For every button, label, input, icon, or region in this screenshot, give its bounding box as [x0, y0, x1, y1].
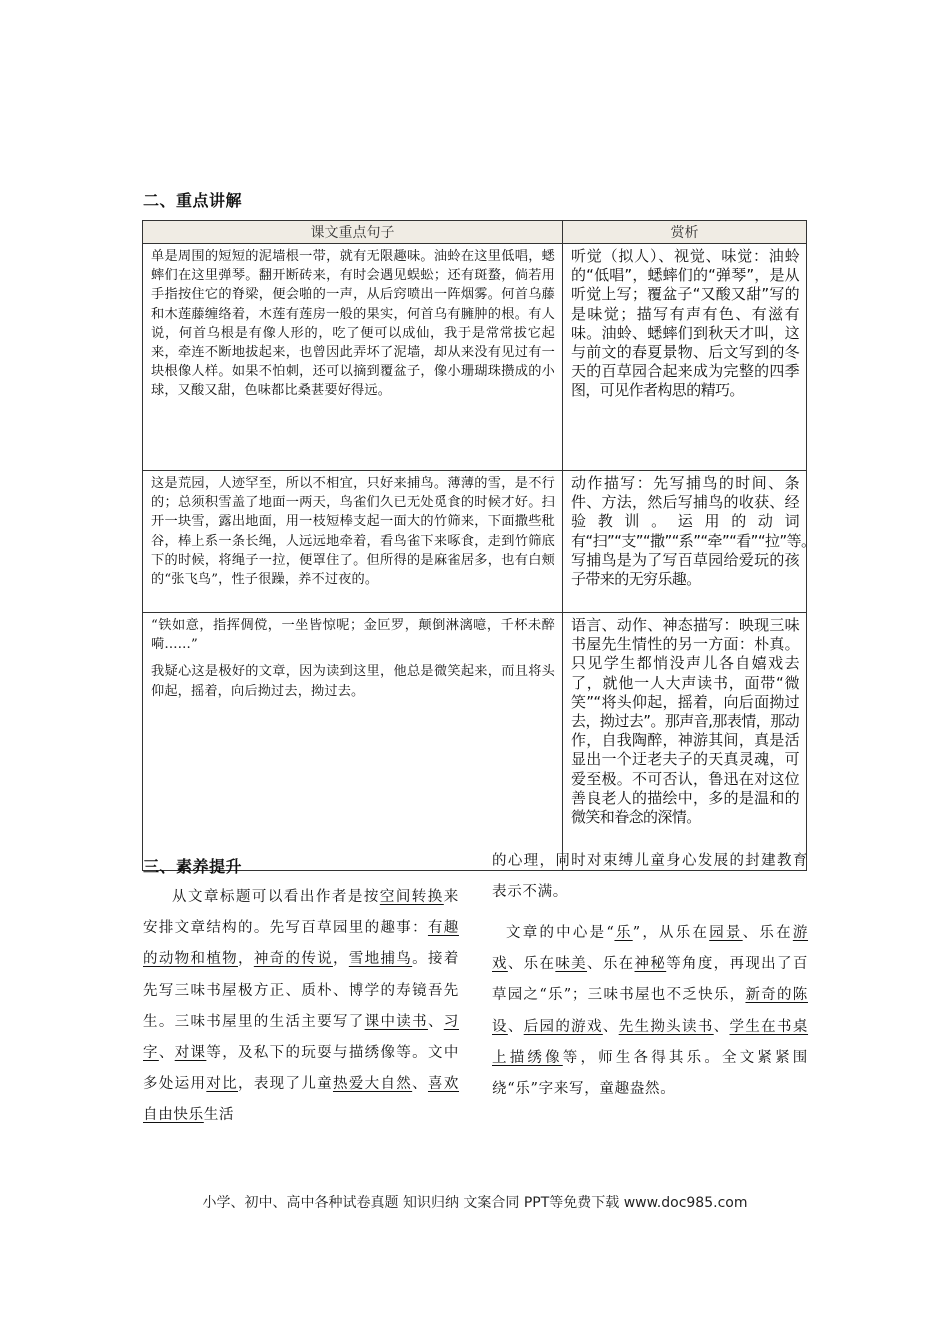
underlined-term: 学生在书桌上描绣像: [492, 1018, 809, 1066]
text: 、: [158, 1045, 175, 1062]
underlined-term: 新奇的陈设: [492, 987, 808, 1035]
underlined-term: 对比: [206, 1076, 238, 1093]
text: 从文章标题可以看出作者是按: [172, 889, 380, 905]
text: ，表现了儿童: [238, 1076, 333, 1093]
text: 、: [507, 1018, 524, 1035]
text: 。接着先写三味书屋极方正、质朴、博学的寿镜吾先生。三味书屋里的生活主要写了: [143, 951, 460, 1030]
key-sentences-table: [142, 220, 816, 871]
table-row: [143, 471, 807, 613]
underlined-term: 热爱大自然: [332, 1076, 413, 1093]
analysis-text: 语言、动作、神态描写：映现三味书屋先生情性的另一方面：朴真。只见学生都悄没声儿各自嬉戏去了，就他一人大声读书，面带“微笑”“将头仰起，摇着，向后面拗过去，拗过去”。那声音,那表情，那动作，自我陶醉，神游其间，真是活显出一个迂老夫子的天真灵魂，可爱至极。不可否认，鲁迅在对这位善良老人的描绘中，多的是温和的微笑和眷念的深情。: [571, 616, 799, 827]
underlined-term: 园景: [709, 925, 743, 941]
text: 文章的中心是“: [506, 925, 615, 941]
underlined-term: 雪地捕鸟: [348, 951, 413, 968]
text: 、: [412, 1076, 428, 1093]
key-sentence: “铁如意，指挥倜傥，一坐皆惊呢；金叵罗，颠倒淋漓噫，千杯未醉嗬……”: [151, 618, 555, 653]
left-column-paragraph: [143, 882, 459, 1132]
underlined-term: 游戏: [492, 925, 809, 973]
underlined-term: 课中读书: [364, 1013, 428, 1030]
underlined-term: 对课: [174, 1045, 207, 1062]
underlined-term: 空间转换: [379, 889, 444, 905]
underlined-term: 喜欢自由快乐: [143, 1076, 460, 1124]
text: 、乐在: [742, 925, 793, 941]
right-column-paragraph-continued: 的心理，同时对束缚儿童身心发展的封建教育表示不满。: [492, 853, 808, 901]
underlined-term: 神秘: [634, 956, 667, 973]
underlined-term: 神奇的传说: [253, 951, 333, 968]
text: 、乐在: [507, 956, 556, 973]
text: 等，及私下的玩耍与描绣像等。文中多处运用: [143, 1045, 460, 1093]
right-column-paragraph: [492, 918, 808, 1105]
underlined-term: 后园的游戏: [523, 1018, 603, 1035]
table-header-row: [143, 221, 807, 244]
header-sentences: 课文重点句子: [143, 221, 563, 244]
key-sentence: 单是周围的短短的泥墙根一带，就有无限趣味。油蛉在这里低唱，蟋蟀们在这里弹琴。翻开断砖来，有时会遇见蜈蚣；还有斑蝥，倘若用手指按住它的脊梁，便会啪的一声，从后窍喷出一阵烟雾。何首乌藤和木莲藤缠络着，木莲有莲房一般的果实，何首乌有臃肿的根。有人说，何首乌根是有像人形的，吃了便可以成仙，我于是常常拔它起来，牵连不断地拔起来，也曾因此弄坏了泥墙，却从来没有见过有一块根像人样。如果不怕刺，还可以摘到覆盆子，像小珊瑚珠攒成的小球，又酸又甜，色味都比桑葚要好得远。: [151, 249, 555, 399]
text: 等角度，再现出了百草园之“乐”；三味书屋也不乏快乐，: [492, 956, 809, 1004]
section-heading-improvement: 三、素养提升: [143, 857, 243, 876]
text: 、: [427, 1013, 444, 1030]
section-heading-key-points: 二、重点讲解: [143, 191, 243, 210]
table-row: [143, 613, 807, 871]
text: ”，从乐在: [632, 925, 710, 941]
text: ，: [332, 951, 349, 968]
text: 、: [713, 1018, 730, 1035]
underlined-term: 习字: [143, 1013, 459, 1062]
underlined-term: 有趣的动物和植物: [143, 920, 459, 968]
underlined-term: 乐: [614, 925, 633, 941]
text: 生活: [203, 1107, 235, 1124]
key-sentence: 这是荒园，人迹罕至，所以不相宜，只好来捕鸟。薄薄的雪，是不行的；总须积雪盖了地面一两天，鸟雀们久已无处觅食的时候才好。扫开一块雪，露出地面，用一枝短棒支起一面大的竹筛来，下面撒些秕谷，棒上系一条长绳，人远远地牵着，看鸟雀下来啄食，走到竹筛底下的时候，将绳子一拉，便罩住了。但所得的是麻雀居多，也有白颊的“张飞鸟”，性子很躁，养不过夜的。: [151, 476, 555, 588]
key-sentence: 我疑心这是极好的文章，因为读到这里，他总是微笑起来，而且将头仰起，摇着，向后拗过去，拗过去。: [151, 664, 555, 699]
header-analysis: 赏析: [563, 221, 807, 244]
text: 来安排文章结构的。先写百草园里的趣事：: [143, 889, 459, 937]
underlined-term: 先生拗头读书: [618, 1018, 714, 1035]
text: 、: [602, 1018, 619, 1035]
text: ，: [237, 951, 254, 968]
footer-download-notice: 小学、初中、高中各种试卷真题 知识归纳 文案合同 PPT等免费下载 www.doc985.com: [202, 1195, 748, 1211]
text: 等，师生各得其乐。全文紧紧围绕“乐”字来写，童趣盎然。: [492, 1049, 808, 1098]
underlined-term: 味美: [555, 956, 588, 973]
table-row: [143, 244, 807, 471]
analysis-text: 听觉（拟人）、视觉、味觉：油蛉的“低唱”，蟋蟀们的“弹琴”，是从听觉上写；覆盆子“又酸又甜”写的是味觉；描写有声有色、有滋有味。油蛉、蟋蟀们到秋天才叫，这与前文的春夏景物、后文写到的冬天的百草园合起来成为完整的四季图，可见作者构思的精巧。: [571, 247, 799, 400]
analysis-text: 动作描写：先写捕鸟的时间、条件、方法，然后写捕鸟的收获、经验教训。运用的动词有“扫”“支”“撒”“系”“牵”“看”“拉”等。写捕鸟是为了写百草园给爱玩的孩子带来的无穷乐趣。: [571, 474, 816, 589]
text: 、乐在: [587, 956, 635, 973]
